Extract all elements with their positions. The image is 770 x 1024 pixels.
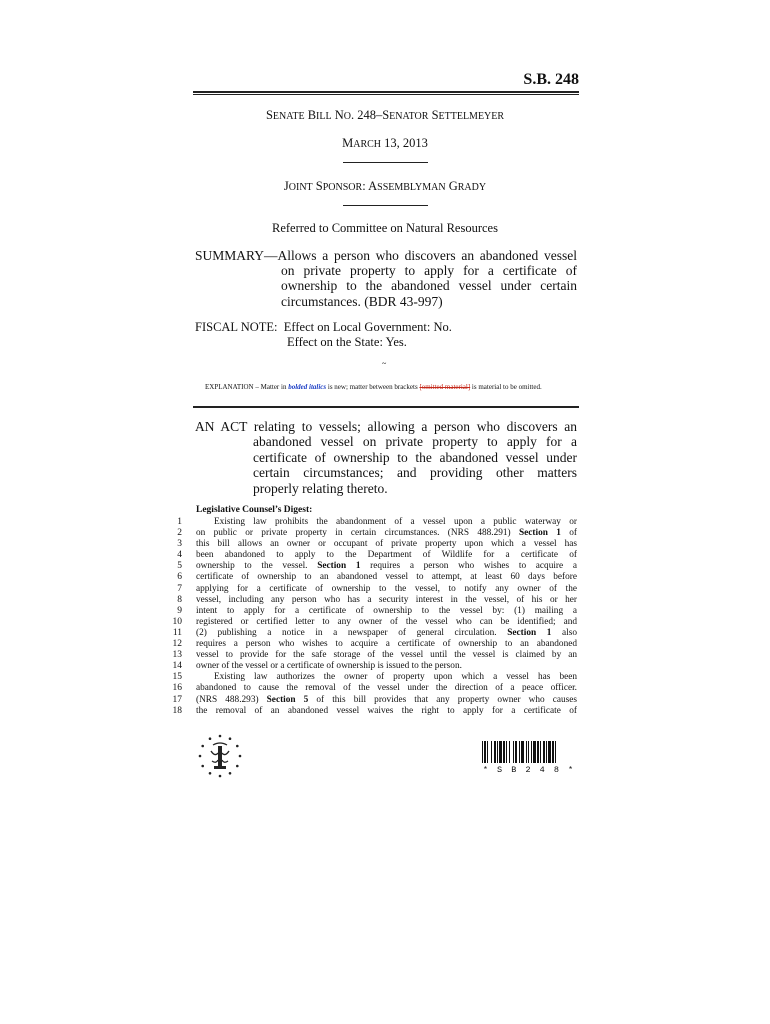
bill-date: MARCH 13, 2013 — [342, 136, 428, 150]
line-number: 6 — [177, 572, 182, 583]
line-number: 1 — [177, 517, 182, 527]
line-number: 17 — [172, 694, 182, 705]
digest-line: registered or certified letter to any owner of the vessel who can be identified; and — [196, 616, 577, 627]
barcode-bar — [543, 741, 545, 763]
barcode-bar — [546, 741, 547, 763]
line-number: 12 — [172, 639, 182, 650]
digest-line: owner of the vessel or a certificate of ownership is issued to the person. — [196, 661, 462, 672]
barcode-bar — [531, 741, 532, 763]
digest-line: ownership to the vessel. Section 1 requires a person who wishes to acquire a — [196, 561, 577, 572]
digest-line: intent to apply for a certificate of ownership to the vessel by: (1) mailing a — [196, 605, 577, 616]
explanation-omit-sample: [omitted material] — [419, 383, 471, 391]
barcode-text: * S B 2 4 8 * — [482, 765, 576, 775]
fiscal-note — [195, 320, 452, 350]
barcode-bar — [526, 741, 527, 763]
digest-line: abandoned to cause the removal of the vessel under the direction of a peace officer. — [196, 683, 577, 694]
act-line: certificate of ownership to the abandoned vessel under — [253, 449, 577, 465]
barcode-bar — [528, 741, 529, 763]
bill-number: S.B. 248 — [523, 71, 579, 88]
barcode-bar — [499, 741, 502, 763]
line-number: 2 — [177, 528, 182, 539]
barcode-bar — [494, 741, 496, 763]
line-number: 5 — [177, 561, 182, 572]
digest-line: vessel to provide for the safe storage of the vessel until the vessel is claimed by an — [196, 650, 577, 661]
act-line: AN ACT relating to vessels; allowing a person who discovers an — [195, 419, 577, 434]
line-number: 15 — [172, 672, 182, 683]
digest-line: been abandoned to apply to the Department of Wildlife for a certificate of — [196, 550, 577, 561]
line-numbers — [166, 517, 182, 717]
digest-line: on public or private property in certain circumstances. (NRS 488.291) Section 1 of — [196, 528, 577, 539]
line-number: 16 — [172, 683, 182, 694]
fiscal-note-label: FISCAL NOTE: — [195, 320, 278, 334]
fiscal-note-local: Effect on Local Government: No. — [283, 320, 452, 334]
line-number: 9 — [177, 605, 182, 616]
line-number: 14 — [172, 661, 182, 672]
summary-line: on private property to apply for a certificate of — [281, 263, 577, 279]
act-line: abandoned vessel on private property to apply for a — [253, 434, 577, 450]
summary-block — [195, 248, 577, 309]
digest-line: the removal of an abandoned vessel waives the right to apply for a certificate of — [196, 705, 577, 716]
fiscal-note-state: Effect on the State: Yes. — [287, 335, 407, 349]
barcode-bar — [497, 741, 498, 763]
referred-to-committee: Referred to Committee on Natural Resources — [272, 221, 498, 235]
summary-label: SUMMARY— — [195, 248, 278, 263]
tilde-ornament: ~ — [382, 359, 387, 368]
state-seal-icon — [197, 733, 243, 779]
header-rule — [193, 91, 579, 95]
barcode-bar — [515, 741, 517, 763]
line-number: 18 — [172, 705, 182, 716]
digest-line: applying for a certificate of ownership to the vessel, to notify any owner of the — [196, 583, 577, 594]
digest-line: (NRS 488.293) Section 5 of this bill provides that any property owner who causes — [196, 694, 577, 705]
barcode-bar — [503, 741, 505, 763]
summary-line: circumstances. (BDR 43-997) — [281, 293, 443, 309]
explanation-note: EXPLANATION – Matter in bolded italics is new; matter between brackets [omitted material] is material to be omitted. — [205, 383, 542, 391]
divider-rule — [343, 162, 428, 163]
digest-title: Legislative Counsel’s Digest: — [196, 505, 313, 515]
act-title — [195, 419, 577, 496]
digest-line: (2) publishing a notice in a newspaper of general circulation. Section 1 also — [196, 627, 577, 638]
line-number: 3 — [177, 539, 182, 550]
barcode-bar — [548, 741, 551, 763]
act-line: properly relating thereto. — [253, 480, 388, 496]
barcode-bar — [552, 741, 554, 763]
barcode-bar — [519, 741, 520, 763]
divider-rule — [343, 205, 428, 206]
barcode-bar — [487, 741, 488, 763]
digest-line: certificate of ownership to an abandoned vessel to attempt, at least 60 days before — [196, 572, 577, 583]
barcode-icon — [482, 741, 576, 763]
barcode-bar — [521, 741, 524, 763]
barcode-bar — [537, 741, 539, 763]
barcode-bar — [555, 741, 556, 763]
line-number: 4 — [177, 550, 182, 561]
joint-sponsor: JOINT SPONSOR: ASSEMBLYMAN GRADY — [283, 179, 487, 193]
barcode-bar — [491, 741, 492, 763]
act-line: certain circumstances; and providing other matters — [253, 465, 577, 481]
line-number: 8 — [177, 594, 182, 605]
barcode-bar — [506, 741, 507, 763]
barcode-bar — [533, 741, 536, 763]
explanation-new-sample: bolded italics — [288, 383, 327, 391]
summary-line: Allows a person who discovers an abandoned vessel — [277, 248, 577, 263]
digest-line: requires a person who wishes to acquire a certificate of ownership to an abandoned — [196, 639, 577, 650]
line-number: 10 — [172, 616, 182, 627]
barcode-bar — [484, 741, 486, 763]
digest-line: Existing law prohibits the abandonment of a vessel upon a public waterway or — [214, 517, 577, 527]
line-number: 7 — [177, 583, 182, 594]
bill-title-line: SENATE BILL NO. 248–SENATOR SETTELMEYER — [265, 108, 505, 122]
barcode-bar — [540, 741, 541, 763]
line-number: 13 — [172, 650, 182, 661]
digest-line: vessel, including any person who has a security interest in the vessel, of his or her — [196, 594, 577, 605]
barcode-bar — [482, 741, 483, 763]
digest-text — [196, 517, 577, 717]
barcode-bar — [513, 741, 514, 763]
barcode-bar — [509, 741, 510, 763]
summary-line: ownership to the abandoned vessel under certain — [281, 278, 577, 294]
line-number: 11 — [172, 627, 182, 638]
digest-line: this bill allows an owner or occupant of private property upon which a vessel has — [196, 539, 577, 550]
explanation-rule — [193, 406, 579, 408]
digest-line: Existing law authorizes the owner of property upon which a vessel has been — [214, 672, 577, 683]
